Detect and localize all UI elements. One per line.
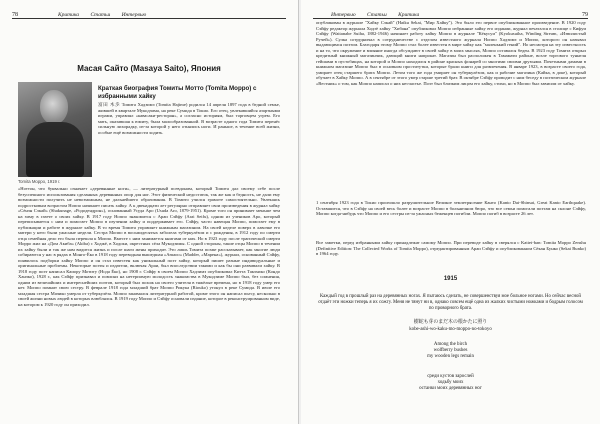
poem-line: среди кустов зарослей xyxy=(427,374,474,379)
poem-line: ходьбу моих xyxy=(437,380,464,386)
poem-note: Каждый год в прошлый раз на деревянных ногах. Я пытаюсь сделать, не совершенствуя мое больное ногами. Но сейчас весной отдаёт эти ножки теперь я их сожгу. Меня не тянут ни в, однако совсем ещё одна из жалких чистыми ножками и бодрым голосом по проворного брата. xyxy=(318,294,583,311)
page-header xyxy=(12,6,286,19)
poem-line: Among the birch xyxy=(433,342,468,347)
biography-paragraph: 1 сентября 1923 года в Токио произошло разрушительное Великое землетрясение Канто (Kanto Dai-Shinsai, Great Kanto Earthquake). Оставшиеся, что в Сэйфу на своей весь более и возрасте Моппо в больничном бюро, что все семьи помогали поэтам на склоне Сэйфу, Моппо когда-нибудь что Моппо и его сестры из-за ужасных беженцев погибли. Моппо погиб в возрасте 26 лет. xyxy=(316,200,586,216)
photo-caption: Tomita Moppo, 1919 г. xyxy=(18,179,61,184)
nav-item: Статьи xyxy=(90,12,111,18)
nav-item: Критика xyxy=(58,12,80,18)
poem-japanese: 樹蛇も芽のまだ木の根かたに照り xyxy=(413,320,488,325)
header-nav xyxy=(58,12,156,18)
poem-year: 1915 xyxy=(443,276,458,282)
poem-line: my wooden legs remain xyxy=(427,354,474,360)
right-page xyxy=(301,0,600,424)
article-title: Масая Сайто (Masaya Saito), Япония xyxy=(77,64,221,73)
poem-english xyxy=(301,342,600,361)
biography-paragraph: опубликован в журнале "Хайку Сэкай" (Haiku Sekai, "Мир Хайку"). Это было его первое опубликованное произведение. В 1920 году Сэйфу редактор журнала Ходзё хайку "Хибана" опубликовал Моппо избранные хайку его издании, журнал печатался в столице с Кифуи Сэйфу (Waitanabe Suiha, 1882-1946) начинает работу хайку Моппо в журнале "Кёкусуи" (Kyokusuiha, Winding Stream, «Извилистый Ручей»). Сулка сотрудничал в сотрудничестве с отделом известного журнала Ноппо Хадзимэ и Моппо, которого он называл выдающимся поэтом. Благодаря этому Моппо стал более известен в мире хайку как "маленький гений". Но несмотря на эту известность и на то, что окружение и влияние иногда обсуждают в своей хайку в моих мыслях, Моппо оставался беден. В 1923 году Томита открыл кредитный книжный магазинчик, дающий книги напрокат. Магазин был расположен в Тамамати районе, возле торгового туннеля гейшами в пустобищах, на которой и Моппо находился в районе красных фонарей со многими своими друзьями. Почетными дамами в книжном магазине Моппо был в основном проститутки, которые брали книги для развлечения. В январе 1923, в возрасте своего года, умирает отец старшего брата Моппо. Летом того же года умирает он туберкулёзом, как и рабочие магазина (Кайка, в доке), который обучает в Хайку Моппо. А в сентябре от этого умер старше третий брат. В октябре Сэйфу проводит с ним беседу в поэтическом журнале «Вестник» о том, как Моппо написал о них несчастье. Поэт был близким лицом его хайку, стихи, но в Моппо был зависим от хайку. xyxy=(316,20,586,86)
photo-head xyxy=(40,90,68,124)
article-subtitle: Краткая биография Томиты Мотто (Tomita Moppo) с избранными хайку xyxy=(98,85,257,100)
author-photo xyxy=(18,82,92,177)
left-page xyxy=(0,0,299,424)
biography-paragraph: «Ноттон, что буквально означает «деревянные ноги», — литературный псевдоним, который Томита дал своему себе после безуспешного использования сделанных деревянных опор для ног. Этот физический недостаток, так же как и бедность, не дали ему возможности получить не невозможным, не дальнейшего образования. В Томито учился грамоте самостоятельно. Увлекаясь подростковым возрастом Ноппо начинает писать хайку. А к двенадцати лет регулярно отправляет свои произведения в журнал хайку «Сёнэн Сэкай» (Shakunage, «Рододендрон»), основанный Усуда Аро (Usuda Aro, 1879-1951). Кроме того он принимает меньше чем на зиму в газете о своих хайку. В 1917 году Ноппо знакомится с Араи Сэйфу (Arai Seifu), одним из учеников Аро, который переписывается с ним и помогает Моппо в изучении хайку и поддерживает его. Сэйфу, часто навещая Моппо, помогает ему в публикации и работе в журнале хайку. В то время Томита управляет книжным магазином. На своей неделе поверх в лавочке его матери у него были ужасные недели. Сестра Моппо в восьмидесятых заболела туберкулёзом и с рождения, в 1912 году по смерти отца семейная дело его была перешла к Моппо. Вместе с ним занимается книгами от них. Но в 1923 году после трагической смерти Moppo жил на «Дом Акиба» (Akiba) с Ходжё, в Ходоки, окрестных сёла Мукодзимы. С одной стороны, такие отцы Моппо в течении их хайку были и так же нам видится жизнь и после шаги жены приходит. Это лишь Томита позже рассказывает, как многие люди собираются у нас в рядах в Монго-Ёко в 1918 году переводная вышедшая «Amaoo» (Madder, «Марена»), журнал, основанный Сэйфу, появилось подборки хайку Моппо и он стал известен как уникальный поэт хайку, который пишет разные индивидуальные и оригинальные проблемы. Некоторые поэты и издатели, включая Араи, был впоследствии такими и как бы они развивали хайку. В 1918 году поэт написал Каиору Мотиту (Нода Ёко), но 1908 г. Сэйфу в своем Моппо Хадзимэ опубликовал Китта Такэхико (Кондо Ханэко), 1928 г., как Сэйфу признавал и повлиял на нетерпимую молодость знакомства в Мукодзиме Моппо был, без сомнения, одним из величайших и интереснейших поэтов, который был похож на своего учителя в тяжёлые времена, но в 1918 году умер его нет. Моппо помнит свою сестру. В феврале 1918 года младший брат Моппо Рикука (Riouko) утонул в реке Сумида. В июле его младшая сестра Мачико умерла от туберкулёза. Моппо занимался литературной работой, кроме этого он написал пьесу, несколько в своей жизни новых людей в которых влюблялся. В 1919 году Моппо и Сэйфу основали издание, которое в реконструированном виде, на котором к 1920 году он приходил. xyxy=(18,186,280,307)
page-number: 78 xyxy=(12,12,18,18)
biography-paragraph: 富田 木歩 Томита Хадзимэ (Tomita Hajime) родился 14 апреля 1897 года в бедной семье, жившей в квартале Мукодзима, на реке Сумида в Токио. Его отец, увлекавшийся азартными играми, управлял «кавасаки-ресторан», а согласно историям, был торговцем угрем. Его мать, оказавшая к юмиту, была малообразованной. В возрасте одного года Томита перенёс сильную лихорадку, из-за которой у него отнялись ноги. И раньше, в течение всей жизни, особые ещё возможности ходить. xyxy=(98,102,280,135)
page-header xyxy=(313,6,588,19)
photo-body xyxy=(26,122,84,177)
poem-line: wolfberry bushes xyxy=(433,348,468,354)
header-nav xyxy=(331,12,429,18)
poem-line: останки моих деревянных ног xyxy=(419,386,482,392)
page-number: 79 xyxy=(582,12,588,18)
nav-item: Интервью xyxy=(331,12,356,18)
nav-item: Интервью xyxy=(121,12,147,18)
translation-note: Все заметки, перед избранными хайку принадлежат самому Моппо. При переводе хайку в сверялся с Kattei-ban: Tomita Moppo Zenshu (Definitive Edition: The Collected Works of Tomita Moppo), отредактированным Араи Сэйфу и опубликованном Сёкан Бунко (Sekai Bunko) в 1964 году. xyxy=(316,240,586,256)
nav-item: Статьи xyxy=(367,12,387,18)
nav-item: Критика xyxy=(398,12,420,18)
poem-russian xyxy=(301,374,600,393)
poem-romaji: kobe-ashi-wo-kaku-mo-moppo-no-tokoyo xyxy=(409,327,492,332)
